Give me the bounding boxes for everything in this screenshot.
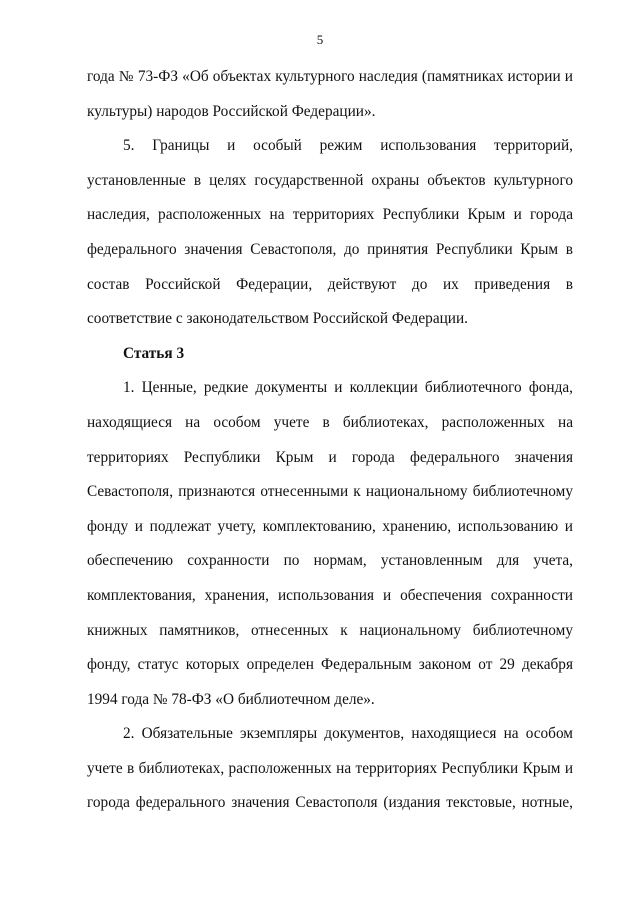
paragraph-item-1-library-fund: 1. Ценные, редкие документы и коллекции библиотечного фонда, находящиеся на особом учете в библиотеках, расположенных на территориях Республики Крым и города федерального значения Севастополя, признаются отнесенными к национальному библиотечному фонду и подлежат учету, комплектованию, хранению, использованию и обеспечению сохранности по нормам, установленным для учета, комплектования, хранения, использования и обеспечения сохранности книжных памятников, отнесенных к национальному библиотечному фонду, статус которых определен Федеральным законом от 29 декабря 1994 года № 78-ФЗ «О библиотечном деле». — [87, 379, 573, 708]
page-number: 5 — [316, 32, 324, 47]
paragraph-item-2-mandatory-copies: 2. Обязательные экземпляры документов, находящиеся на особом учете в библиотеках, расположенных на территориях Республики Крым и города федерального значения Севастополя (издания текстовые, нотные, — [87, 725, 573, 812]
article-3-heading: Статья 3 — [123, 344, 185, 362]
paragraph-item-5-borders: 5. Границы и особый режим использования территорий, установленные в целях государственной охраны объектов культурного наследия, расположенных на территориях Республики Крым и города федерального значения Севастополя, до принятия Республики Крым в состав Российской Федерации, действуют до их приведения в соответствие с законодательством Российской Федерации. — [87, 137, 573, 328]
paragraph-continuation-law-73: года № 73-ФЗ «Об объектах культурного наследия (памятниках истории и культуры) народов Российской Федерации». — [87, 68, 573, 120]
document-body — [87, 60, 573, 821]
